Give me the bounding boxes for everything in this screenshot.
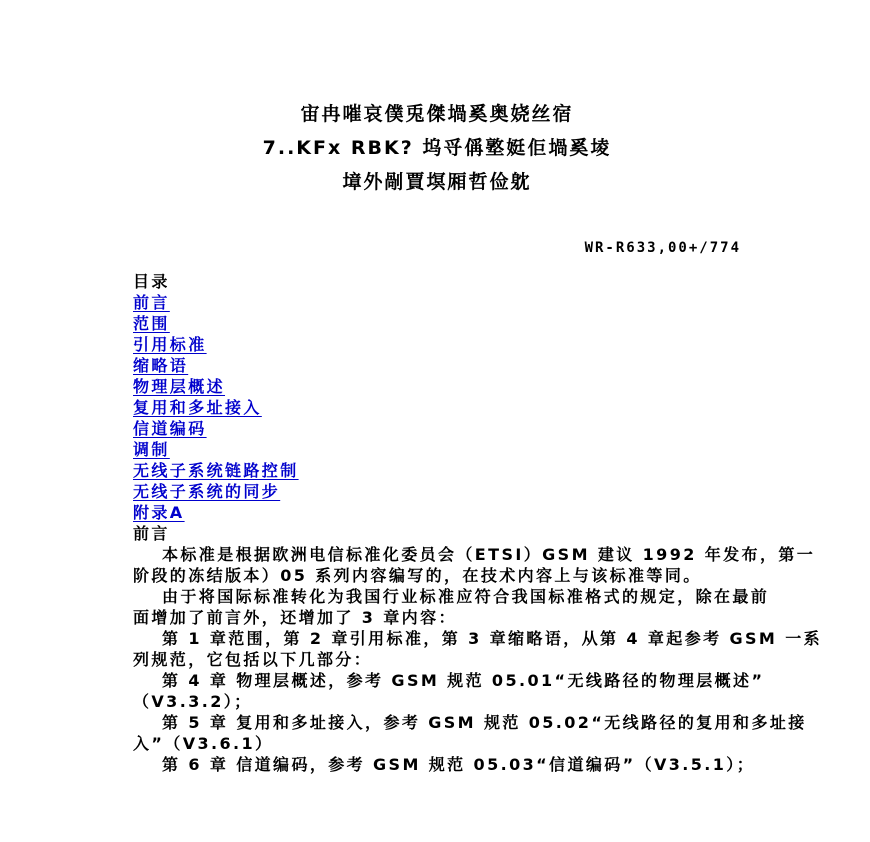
document-title-line-2: 7..KFx RBK? 坞寽偁墪娗佢堝奚堎 (262, 137, 612, 159)
body-line: 列规范，它包括以下几部分： (133, 650, 373, 669)
body-line: 由于将国际标准转化为我国行业标准应符合我国标准格式的规定，除在最前 (162, 587, 770, 606)
toc-heading: 目录 (133, 272, 170, 291)
document-content (133, 0, 823, 775)
toc-link-radio-subsystem-synchronization[interactable]: 无线子系统的同步 (133, 482, 281, 501)
toc-link-scope[interactable]: 范围 (133, 314, 170, 333)
toc-link-normative-references[interactable]: 引用标准 (133, 335, 207, 354)
toc-link-foreword[interactable]: 前言 (133, 293, 170, 312)
body-section-heading: 前言 (133, 524, 170, 543)
toc-link-appendix-a[interactable]: 附录A (133, 503, 185, 522)
toc-link-multiplexing-multiple-access[interactable]: 复用和多址接入 (133, 398, 262, 417)
toc-link-radio-subsystem-link-control[interactable]: 无线子系统链路控制 (133, 461, 299, 480)
toc-link-physical-layer-overview[interactable]: 物理层概述 (133, 377, 226, 396)
toc-link-channel-coding[interactable]: 信道编码 (133, 419, 207, 438)
body-line: 入”（V3.6.1） (133, 734, 274, 753)
body-line: （V3.3.2）； (133, 692, 253, 711)
document-flow (133, 271, 823, 775)
body-line: 第 4 章 物理层概述，参考 GSM 规范 05.01“无线路径的物理层概述” (162, 671, 765, 690)
body-line: 第 5 章 复用和多址接入，参考 GSM 规范 05.02“无线路径的复用和多址接 (162, 713, 807, 732)
body-line: 本标准是根据欧洲电信标准化委员会（ETSI）GSM 建议 1992 年发布，第一 (162, 545, 816, 564)
body-line: 面增加了前言外，还增加了 3 章内容： (133, 608, 457, 627)
document-title-line-3: 墇外剮賈塓厢哲俭躭 (342, 171, 532, 193)
toc-link-modulation[interactable]: 调制 (133, 440, 170, 459)
document-number: WR-R633,00+/774 (584, 240, 741, 256)
document-title-block (133, 0, 741, 199)
body-line: 阶段的冻结版本）05 系列内容编写的，在技术内容上与该标准等同。 (133, 566, 702, 585)
document-title-line-1: 宙冉嗺哀僕兎傑堝奚奥娆丝宿 (300, 103, 574, 125)
body-line: 第 6 章 信道编码，参考 GSM 规范 05.03“信道编码”（V3.5.1）； (162, 755, 756, 774)
toc-link-abbreviations[interactable]: 缩略语 (133, 356, 189, 375)
body-line: 第 1 章范围，第 2 章引用标准，第 3 章缩略语，从第 4 章起参考 GSM 一系 (162, 629, 823, 648)
